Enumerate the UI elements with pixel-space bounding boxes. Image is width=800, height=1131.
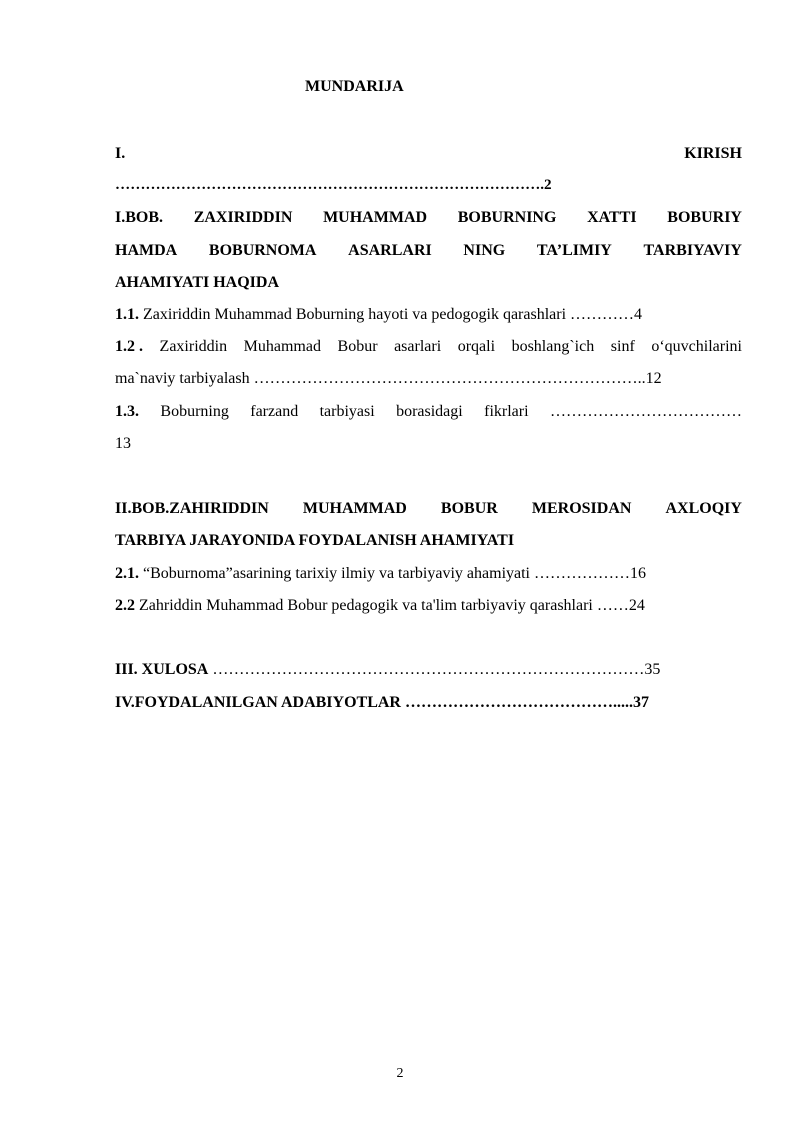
toc-word: Boburning xyxy=(160,403,229,420)
toc-word: MUHAMMAD xyxy=(302,500,407,517)
toc-entry-xulosa: III. XULOSA ………………………………………………………………………35 xyxy=(115,661,661,678)
toc-bob1-heading-line3: AHAMIYATI HAQIDA xyxy=(115,274,280,291)
toc-word: BOBURNOMA xyxy=(208,242,317,259)
toc-word: Zaxiriddin xyxy=(159,338,228,355)
toc-word: AXLOQIY xyxy=(665,500,742,517)
toc-entry-2-1: 2.1. “Boburnoma”asarining tarixiy ilmiy va tarbiyaviy ahamiyati ………………16 xyxy=(115,565,646,582)
toc-word: II.BOB.ZAHIRIDDIN xyxy=(115,500,269,517)
toc-entry-1-2-line1 xyxy=(115,336,742,358)
toc-word: MUHAMMAD xyxy=(323,209,428,226)
toc-entry-number: 1.3. xyxy=(115,403,139,420)
toc-word: Bobur xyxy=(337,338,378,355)
toc-word: borasidagi xyxy=(396,403,463,420)
toc-entry-1-3-line1 xyxy=(115,401,742,423)
toc-entry-adabiyotlar: IV.FOYDALANILGAN ADABIYOTLAR ………………………………….....37 xyxy=(115,694,649,711)
toc-bob2-heading-line2: TARBIYA JARAYONIDA FOYDALANISH AHAMIYATI xyxy=(115,532,515,549)
toc-kirish-number: I. xyxy=(115,145,126,162)
toc-word: orqali xyxy=(457,338,496,355)
toc-word: ZAXIRIDDIN xyxy=(193,209,293,226)
toc-entry-1-3-line2: 13 xyxy=(115,435,131,452)
toc-bob1-heading-line1 xyxy=(115,207,742,229)
toc-word: HAMDA xyxy=(115,242,178,259)
toc-word: farzand xyxy=(250,403,299,420)
toc-word: TA’LIMIY xyxy=(536,242,612,259)
toc-word: I.BOB. xyxy=(115,209,164,226)
toc-word: sinf xyxy=(610,338,635,355)
toc-kirish-heading xyxy=(115,143,742,165)
toc-entry-number: 1.2 . xyxy=(115,338,143,355)
toc-word: Muhammad xyxy=(243,338,321,355)
toc-entry-1-1: 1.1. Zaxiriddin Muhammad Boburning hayoti va pedogogik qarashlari …………4 xyxy=(115,306,643,323)
toc-word: TARBIYAVIY xyxy=(643,242,742,259)
toc-entry-1-2-line2: ma`naviy tarbiyalash ………………………………………………………………..12 xyxy=(115,370,662,387)
toc-kirish-label: KIRISH xyxy=(684,145,742,162)
page-title: MUNDARIJA xyxy=(305,78,404,95)
toc-word: tarbiyasi xyxy=(319,403,375,420)
toc-word: fikrlari xyxy=(484,403,529,420)
toc-entry-2-2: 2.2 Zahriddin Muhammad Bobur pedagogik va ta'lim tarbiyaviy qarashlari ……24 xyxy=(115,597,645,614)
toc-word: BOBURIY xyxy=(667,209,742,226)
toc-word: ……………………………… xyxy=(549,403,742,420)
toc-bob1-heading-line2 xyxy=(115,240,742,262)
toc-word: NING xyxy=(463,242,506,259)
toc-word: ASARLARI xyxy=(348,242,432,259)
toc-word: MEROSIDAN xyxy=(531,500,632,517)
page-number: 2 xyxy=(396,1066,404,1081)
toc-bob2-heading-line1 xyxy=(115,498,742,520)
toc-word: o‘quvchilarini xyxy=(651,338,742,355)
toc-word: XATTI xyxy=(587,209,637,226)
toc-word: BOBUR xyxy=(440,500,498,517)
toc-kirish-leader: ………………………………………………………………………….2 xyxy=(115,176,552,193)
toc-word: asarlari xyxy=(394,338,442,355)
toc-word: BOBURNING xyxy=(457,209,557,226)
toc-word: boshlang`ich xyxy=(511,338,595,355)
